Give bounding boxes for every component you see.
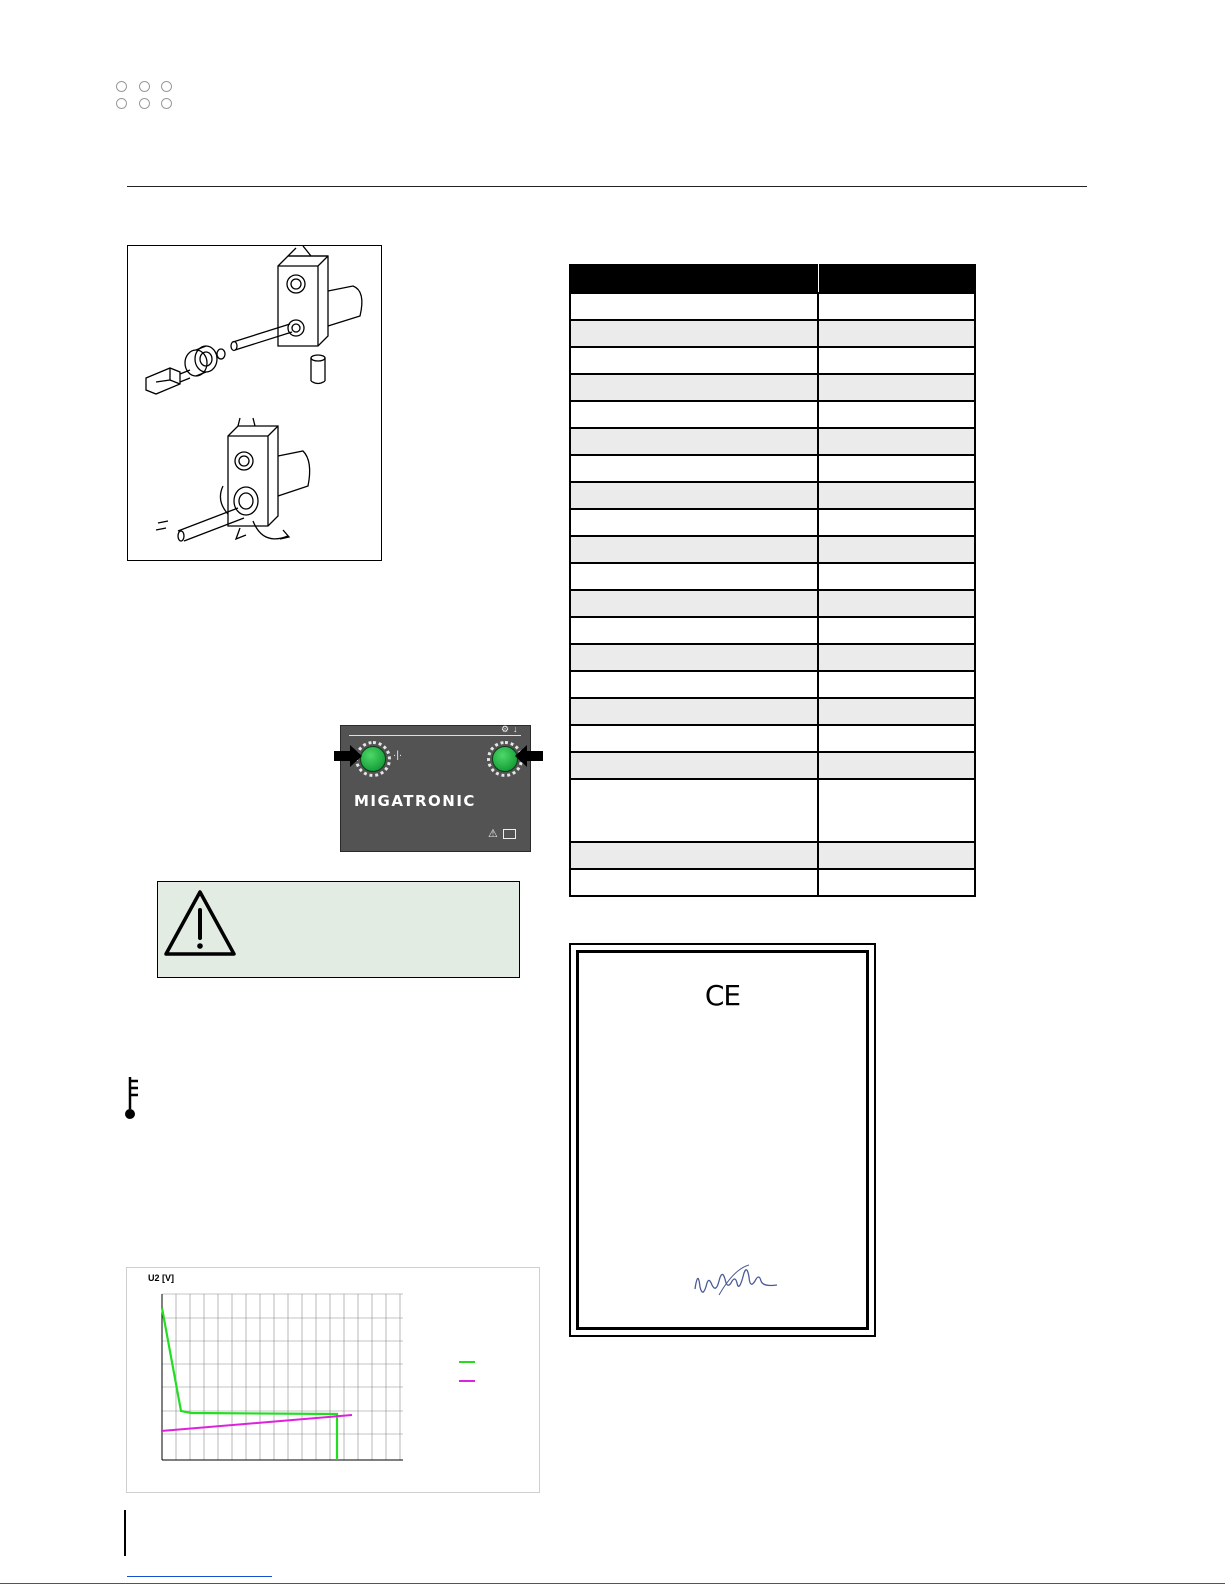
table-row bbox=[571, 697, 974, 724]
dot-icon bbox=[161, 98, 172, 109]
table-cell bbox=[571, 402, 819, 427]
table-cell bbox=[571, 564, 819, 589]
table-cell bbox=[571, 375, 819, 400]
table-cell bbox=[571, 672, 819, 697]
header-rule bbox=[127, 186, 1087, 187]
table-row bbox=[571, 643, 974, 670]
table-row bbox=[571, 427, 974, 454]
table-cell bbox=[571, 780, 819, 841]
table-row bbox=[571, 292, 974, 319]
control-panel bbox=[340, 725, 531, 852]
table-cell bbox=[571, 348, 819, 373]
table-cell bbox=[571, 699, 819, 724]
table-cell bbox=[571, 537, 819, 562]
table-row bbox=[571, 319, 974, 346]
table-header bbox=[571, 264, 974, 292]
footer-vertical-line bbox=[124, 1510, 126, 1556]
table-cell bbox=[819, 618, 974, 643]
table-cell bbox=[819, 483, 974, 508]
table-cell bbox=[819, 780, 974, 841]
warning-small-icon: ⚠ bbox=[488, 828, 498, 840]
dot-icon bbox=[116, 98, 127, 109]
table-row bbox=[571, 868, 974, 895]
table-cell bbox=[819, 510, 974, 535]
table-row bbox=[571, 454, 974, 481]
characteristic-chart bbox=[126, 1267, 540, 1493]
table-cell bbox=[571, 510, 819, 535]
table-cell bbox=[819, 402, 974, 427]
table-cell bbox=[571, 645, 819, 670]
table-row bbox=[571, 724, 974, 751]
table-cell bbox=[819, 564, 974, 589]
table-cell bbox=[819, 753, 974, 778]
table-cell bbox=[571, 294, 819, 319]
table-cell bbox=[819, 429, 974, 454]
table-cell bbox=[819, 375, 974, 400]
table-row bbox=[571, 373, 974, 400]
assembly-figure bbox=[127, 245, 382, 561]
manual-book-icon bbox=[503, 829, 516, 839]
table-cell bbox=[819, 321, 974, 346]
right-pointer-arrow-icon bbox=[513, 744, 543, 768]
table-cell bbox=[819, 645, 974, 670]
down-arrow-icon: ↓ bbox=[513, 724, 518, 734]
table-row bbox=[571, 670, 974, 697]
panel-logo: MIGATRONIC bbox=[354, 792, 476, 810]
table-cell bbox=[571, 483, 819, 508]
table-cell bbox=[819, 672, 974, 697]
footer-rule bbox=[0, 1583, 1225, 1584]
table-cell bbox=[571, 843, 819, 868]
table-cell bbox=[819, 294, 974, 319]
table-row bbox=[571, 616, 974, 643]
table-row bbox=[571, 751, 974, 778]
table-cell bbox=[819, 348, 974, 373]
load-line bbox=[161, 1415, 352, 1431]
table-row bbox=[571, 481, 974, 508]
table-cell bbox=[819, 591, 974, 616]
table-cell bbox=[571, 429, 819, 454]
table-cell bbox=[571, 321, 819, 346]
table-cell bbox=[819, 726, 974, 751]
dot-icon bbox=[139, 98, 150, 109]
dot-icon bbox=[161, 81, 172, 92]
table-row bbox=[571, 562, 974, 589]
table-row bbox=[571, 778, 974, 841]
table-cell bbox=[571, 726, 819, 751]
table-cell bbox=[819, 537, 974, 562]
y-axis-label: U2 [V] bbox=[148, 1273, 175, 1283]
table-row bbox=[571, 535, 974, 562]
table-row bbox=[571, 841, 974, 868]
left-pointer-arrow-icon bbox=[334, 744, 364, 768]
ce-mark: CE bbox=[704, 979, 741, 1012]
table-cell bbox=[819, 699, 974, 724]
specification-table bbox=[569, 264, 976, 897]
table-cell bbox=[571, 870, 819, 895]
warning-box bbox=[157, 881, 520, 978]
panel-divider bbox=[349, 735, 521, 736]
table-cell bbox=[571, 753, 819, 778]
table-header-cell bbox=[571, 264, 819, 292]
thermometer-icon bbox=[124, 1075, 144, 1121]
footer-link-underline[interactable] bbox=[127, 1576, 272, 1577]
table-cell bbox=[571, 456, 819, 481]
chart-plot bbox=[127, 1268, 539, 1492]
dot-icon bbox=[139, 81, 150, 92]
table-row bbox=[571, 508, 974, 535]
table-row bbox=[571, 346, 974, 373]
ce-declaration-box bbox=[569, 943, 876, 1337]
table-cell bbox=[571, 618, 819, 643]
wire-speed-icon: ·|· bbox=[393, 750, 403, 761]
table-cell bbox=[819, 870, 974, 895]
ce-inner-border bbox=[576, 950, 869, 1330]
warning-triangle-icon bbox=[162, 888, 238, 958]
static-characteristic-line bbox=[162, 1308, 337, 1460]
dot-icon bbox=[116, 81, 127, 92]
table-row bbox=[571, 589, 974, 616]
table-cell bbox=[571, 591, 819, 616]
assembly-drawing bbox=[128, 246, 381, 560]
signature bbox=[689, 1259, 779, 1303]
table-cell bbox=[819, 843, 974, 868]
table-cell bbox=[819, 456, 974, 481]
gear-icon: ⚙ bbox=[501, 724, 510, 734]
table-row bbox=[571, 400, 974, 427]
